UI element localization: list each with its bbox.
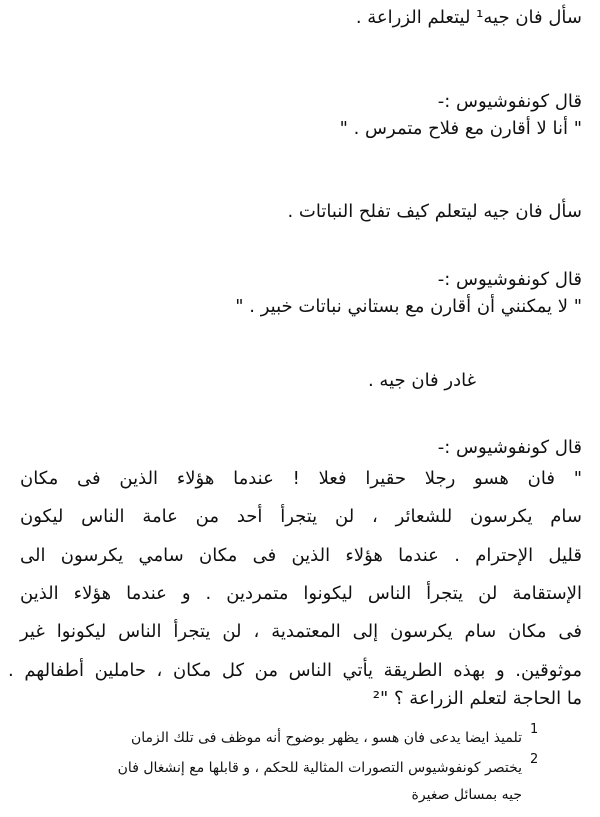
quote-body-line: موثوقين. و بهذه الطريقة يأتي الناس من كل مكان ، حاملين أطفالهم . <box>8 660 582 681</box>
footnote-text: يختصر كونفوشيوس التصورات المثالية للحكم ، و قابلها مع إنشغال فان <box>117 760 522 776</box>
quote-body-line: ما الحاجة لتعلم الزراعة ؟ "² <box>372 688 582 709</box>
quote-body-line: فى مكان سام يكرسون إلى المعتمدية ، لن يتجرأ الناس ليكونوا غير <box>20 621 582 642</box>
footnote-text: تلميذ ايضا يدعى فان هسو ، يظهر بوضوح أنه موظف فى تلك الزمان <box>130 730 522 746</box>
footnote-number: 1 <box>530 722 539 737</box>
quote-body-line: قليل الإحترام . عندما هؤلاء الذين فى مكان سامي يكرسون الى <box>20 545 582 566</box>
quote-body-line: الإستقامة لن يتجرأ الناس ليكونوا متمردين . و عندما هؤلاء الذين <box>20 583 582 604</box>
speaker-line: قال كونفوشيوس :- <box>437 437 582 458</box>
quote-line: " أنا لا أقارن مع فلاح متمرس . " <box>339 118 582 139</box>
paragraph-line: غادر فان جيه . <box>367 370 476 391</box>
paragraph-line: سأل فان جيه ليتعلم كيف تفلح النباتات . <box>287 201 582 222</box>
footnote-number: 2 <box>530 752 539 767</box>
speaker-line: قال كونفوشيوس :- <box>437 91 582 112</box>
quote-line: " لا يمكنني أن أقارن مع بستاني نباتات خبير . " <box>235 296 582 317</box>
footnote-text: جيه بمسائل صغيرة <box>411 787 522 803</box>
paragraph-line: سأل فان جيه¹ ليتعلم الزراعة . <box>355 7 582 28</box>
quote-body-line: سام يكرسون للشعائر ، لن يتجرأ أحد من عامة الناس ليكون <box>20 506 582 527</box>
quote-body-line: " فان هسو رجلا حقيرا فعلا ! عندما هؤلاء الذين فى مكان <box>20 468 582 489</box>
speaker-line: قال كونفوشيوس :- <box>437 269 582 290</box>
